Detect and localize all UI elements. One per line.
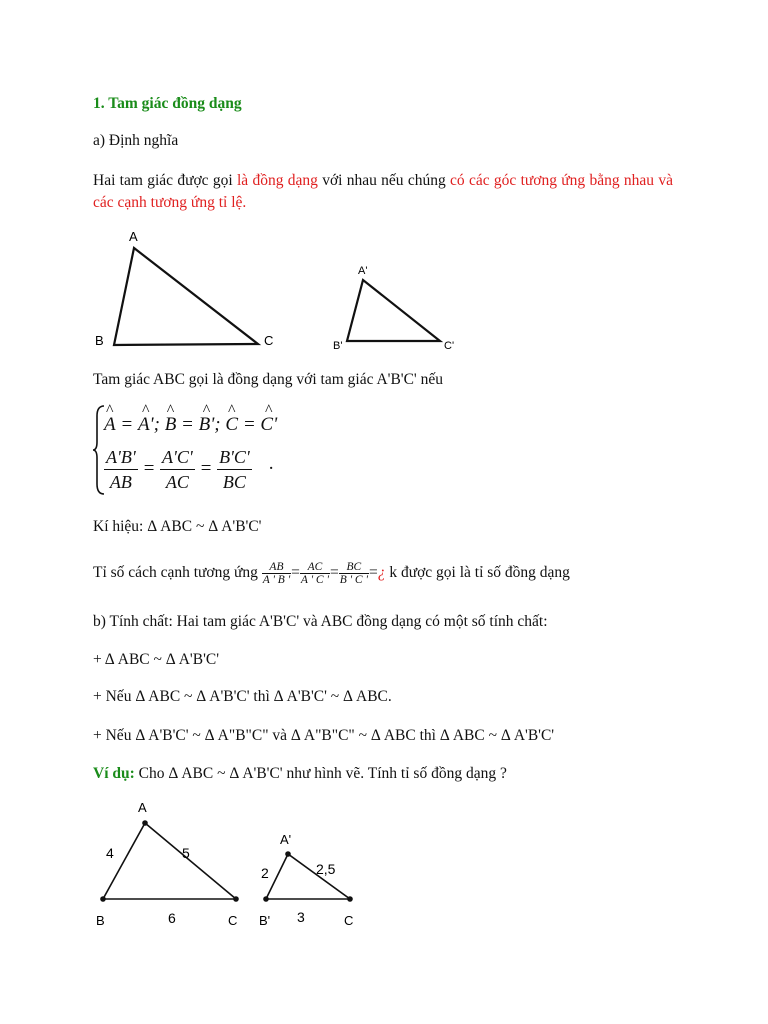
side-length-b1c1: 3: [297, 909, 305, 925]
example-vertex-a: A: [138, 800, 147, 815]
subsection-b-title: b) Tính chất: Hai tam giác A'B'C' và ABC đồng dạng có một số tính chất:: [93, 613, 548, 630]
angle-c: ^ C: [225, 414, 238, 436]
inverted-question-glyph: ¿: [377, 564, 386, 581]
ratio-ab: $\frac{A'B'}{AB}$: [106, 447, 136, 492]
side-length-ac: 5: [182, 845, 190, 861]
ratio-ac: $\frac{A'C'}{AC}$: [162, 447, 193, 492]
ratio-prefix: Tỉ số cách cạnh tương ứng: [93, 564, 262, 581]
side-length-bc: 6: [168, 910, 176, 926]
example-line: [93, 764, 507, 784]
vertex-label-a-prime: A': [358, 265, 368, 277]
vertex-label-b-prime: B': [333, 340, 343, 352]
equals-sign: =: [329, 564, 339, 581]
angle-c-prime: ^ C': [260, 414, 277, 436]
triangle-abc: [114, 248, 258, 345]
trailing-dot: ·: [268, 457, 274, 479]
definition-text-2: với nhau nếu chúng: [317, 172, 451, 189]
angle-a-prime: ^ A': [138, 414, 154, 436]
equals-sign: =: [120, 414, 134, 435]
example-text: Cho Δ ABC ~ Δ A'B'C' như hình vẽ. Tính tỉ số đồng dạng ?: [134, 765, 507, 782]
example-triangle-abc: [103, 823, 236, 899]
separator: ;: [153, 414, 160, 435]
ratio-bc: $\frac{B'C'}{BC}$: [219, 447, 250, 492]
definition-text-1: Hai tam giác được gọi: [93, 172, 237, 189]
equals-sign: =: [368, 564, 378, 581]
vertex-label-a: A: [129, 229, 138, 244]
side-ratios: [104, 445, 273, 494]
equals-sign: =: [291, 564, 300, 581]
property-item: + Nếu Δ A'B'C' ~ Δ A"B"C" và Δ A"B"C" ~ Δ ABC thì Δ ABC ~ Δ A'B'C': [93, 727, 555, 744]
property-item: + Δ ABC ~ Δ A'B'C': [93, 651, 219, 668]
example-vertex-c: C: [228, 913, 238, 928]
equals-sign: =: [199, 457, 213, 479]
angle-b-prime: ^ B': [199, 414, 215, 436]
equals-sign: =: [181, 414, 194, 435]
vertex-label-c-prime: C': [444, 340, 455, 352]
example-vertex-b-prime: B': [259, 913, 271, 928]
subsection-a-title: a) Định nghĩa: [93, 132, 179, 149]
angle-equalities: [104, 414, 277, 436]
ratio-frac-ab: $\frac{AB}{A ' B '}$: [262, 560, 291, 586]
section-title: 1. Tam giác đồng dạng: [93, 95, 242, 112]
property-item: + Nếu Δ ABC ~ Δ A'B'C' thì Δ A'B'C' ~ Δ ABC.: [93, 688, 392, 705]
separator: ;: [214, 414, 221, 435]
ratio-frac-ac: $\frac{AC}{A ' C '}$: [300, 560, 329, 586]
equals-sign: =: [142, 457, 156, 479]
side-length-ab: 4: [106, 845, 114, 861]
side-length-a1c1: 2,5: [316, 861, 336, 877]
example-vertex-b: B: [96, 913, 105, 928]
example-label: Ví dụ:: [93, 765, 135, 782]
definition-paragraph: [93, 170, 673, 214]
similar-triangles-figure: [88, 222, 468, 357]
example-triangles-figure: [92, 796, 382, 936]
angle-b: ^ B: [165, 414, 177, 436]
vertex-label-b: B: [95, 333, 104, 348]
vertex-label-c: C: [264, 333, 274, 348]
example-triangle-a1b1c1: [266, 854, 350, 899]
side-length-a1b1: 2: [261, 865, 269, 881]
ratio-line: [93, 557, 570, 589]
example-vertex-a-prime: A': [280, 832, 292, 847]
equals-sign: =: [242, 414, 256, 435]
definition-highlight-2: có các góc tương ứng bằng nhau và các cạnh tương ứng tỉ lệ.: [93, 172, 673, 211]
angle-a: ^ A: [104, 414, 116, 436]
ratio-frac-bc: $\frac{BC}{B ' C '}$: [339, 560, 368, 586]
example-vertex-c-prime: C: [344, 913, 354, 928]
triangle-a1b1c1: [347, 280, 440, 341]
ratio-suffix: k được gọi là tỉ số đồng dạng: [385, 564, 570, 581]
condition-intro: Tam giác ABC gọi là đồng dạng với tam giác A'B'C' nếu: [93, 371, 443, 388]
definition-highlight-1: là đồng dạng: [236, 172, 318, 189]
notation-line: Kí hiệu: Δ ABC ~ Δ A'B'C': [93, 518, 262, 535]
